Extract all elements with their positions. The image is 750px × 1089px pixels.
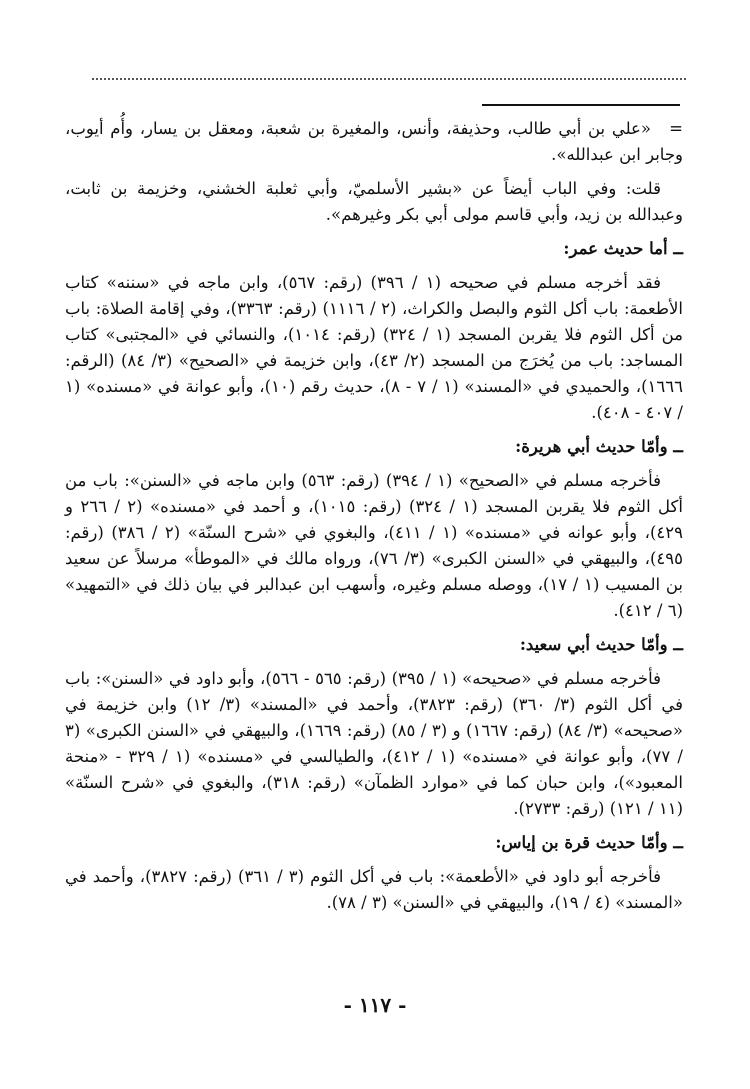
- section-heading-abu-hurayra: ــ وأمّا حديث أبي هريرة:: [515, 437, 683, 456]
- paragraph: [65, 176, 683, 228]
- paragraph-text: فقد أخرجه مسلم في صحيحه (١ / ٣٩٦) (رقم: ٥٦٧)، وابن ماجه في «سننه» كتاب الأطعمة: باب أكل الثوم والبصل والكراث، (٢ / ١١١٦) (رقم: ٣٣٦٣)، وفي إقامة الصلاة: باب من أكل الثوم فلا يقربن المسجد (١ / ٣٢٤) (رقم: ١٠١٤)، والنسائي في «المجتبى» كتاب المساجد: باب من يُخرَج من المسجد (٢/ ٤٣)، وابن خزيمة في «الصحيح» (٣/ ٨٤) (الرقم: ١٦٦٦)، والحميدي في «المسند» (١ / ٧ - ٨)، حديث رقم (١٠)، وأبو عوانة في «مسنده» (١ / ٤٠٧ - ٤٠٨).: [65, 273, 683, 422]
- paragraph: [65, 864, 683, 916]
- section-heading-qurra: ــ وأمّا حديث قرة بن إياس:: [495, 833, 683, 852]
- continuation-marker: =: [669, 119, 683, 138]
- paragraph-text: «علي بن أبي طالب، وحذيفة، وأنس، والمغيرة بن شعبة، ومعقل بن يسار، وأُم أيوب، وجابر ابن عبدالله».: [65, 119, 683, 164]
- paragraph-text: فأخرجه مسلم في «صحيحه» (١ / ٣٩٥) (رقم: ٥٦٥ - ٥٦٦)، وأبو داود في «السنن»: باب في أكل الثوم (٣/ ٣٦٠) (رقم: ٣٨٢٣)، وأحمد في «المسند» (٣/ ١٢) وابن خزيمة في «صحيحه» (٣/ ٨٤) (رقم: ١٦٦٧) و (٣ / ٨٥) (رقم: ١٦٦٩)، والبيهقي في «السنن الكبرى» (٣ / ٧٧)، وأبو عوانة في «مسنده» (١ / ٤١٢)، والطيالسي في «مسنده» (١ / ٣٢٩ - «منحة المعبود»)، وابن حبان كما في «موارد الظمآن» (رقم: ٣١٨)، والبغوي في «شرح السنّة» (١١ / ١٢١) (رقم: ٢٧٣٣).: [65, 669, 683, 818]
- section-heading-umar: ــ أما حديث عمر:: [563, 239, 683, 258]
- page-number: - ١١٧ -: [343, 993, 407, 1017]
- paragraph-continuation: [65, 116, 683, 168]
- footnote-rule: [482, 104, 680, 106]
- paragraph-text: فأخرجه مسلم في «الصحيح» (١ / ٣٩٤) (رقم: ٥٦٣) وابن ماجه في «السنن»: باب من أكل الثوم فلا يقربن المسجد (١ / ٣٢٤) (رقم: ١٠١٥)، و أحمد في «مسنده» (٢ / ٢٦٦ و ٤٢٩)، وأبو عوانه في «مسنده» (١ / ٤١١)، والبغوي في «شرح السنّة» (٢ / ٣٨٦) (رقم: ٤٩٥)، والبيهقي في «السنن الكبرى» (٣/ ٧٦)، ورواه مالك في «الموطأ» مرسلاً عن سعيد بن المسيب (١ / ١٧)، ووصله مسلم وغيره، وأسهب ابن عبدالبر في بيان ذلك في «التمهيد» (٦ / ٤١٢).: [65, 471, 683, 620]
- paragraph-text: فأخرجه أبو داود في «الأطعمة»: باب في أكل الثوم (٣ / ٣٦١) (رقم: ٣٨٢٧)، وأحمد في «المسند» (٤ / ١٩)، والبيهقي في «السنن» (٣ / ٧٨).: [65, 867, 683, 912]
- paragraph: [65, 270, 683, 426]
- paragraph: [65, 666, 683, 822]
- footnote-body: [65, 116, 683, 924]
- paragraph: [65, 468, 683, 624]
- dotted-separator: [92, 70, 686, 80]
- section-heading-abu-said: ــ وأمّا حديث أبي سعيد:: [519, 635, 683, 654]
- paragraph-text: قلت: وفي الباب أيضاً عن «بشير الأسلميّ، وأبي ثعلبة الخشني، وخزيمة بن ثابت، وعبدالله بن زيد، وأبي قاسم مولى أبي بكر وغيرهم».: [65, 179, 683, 224]
